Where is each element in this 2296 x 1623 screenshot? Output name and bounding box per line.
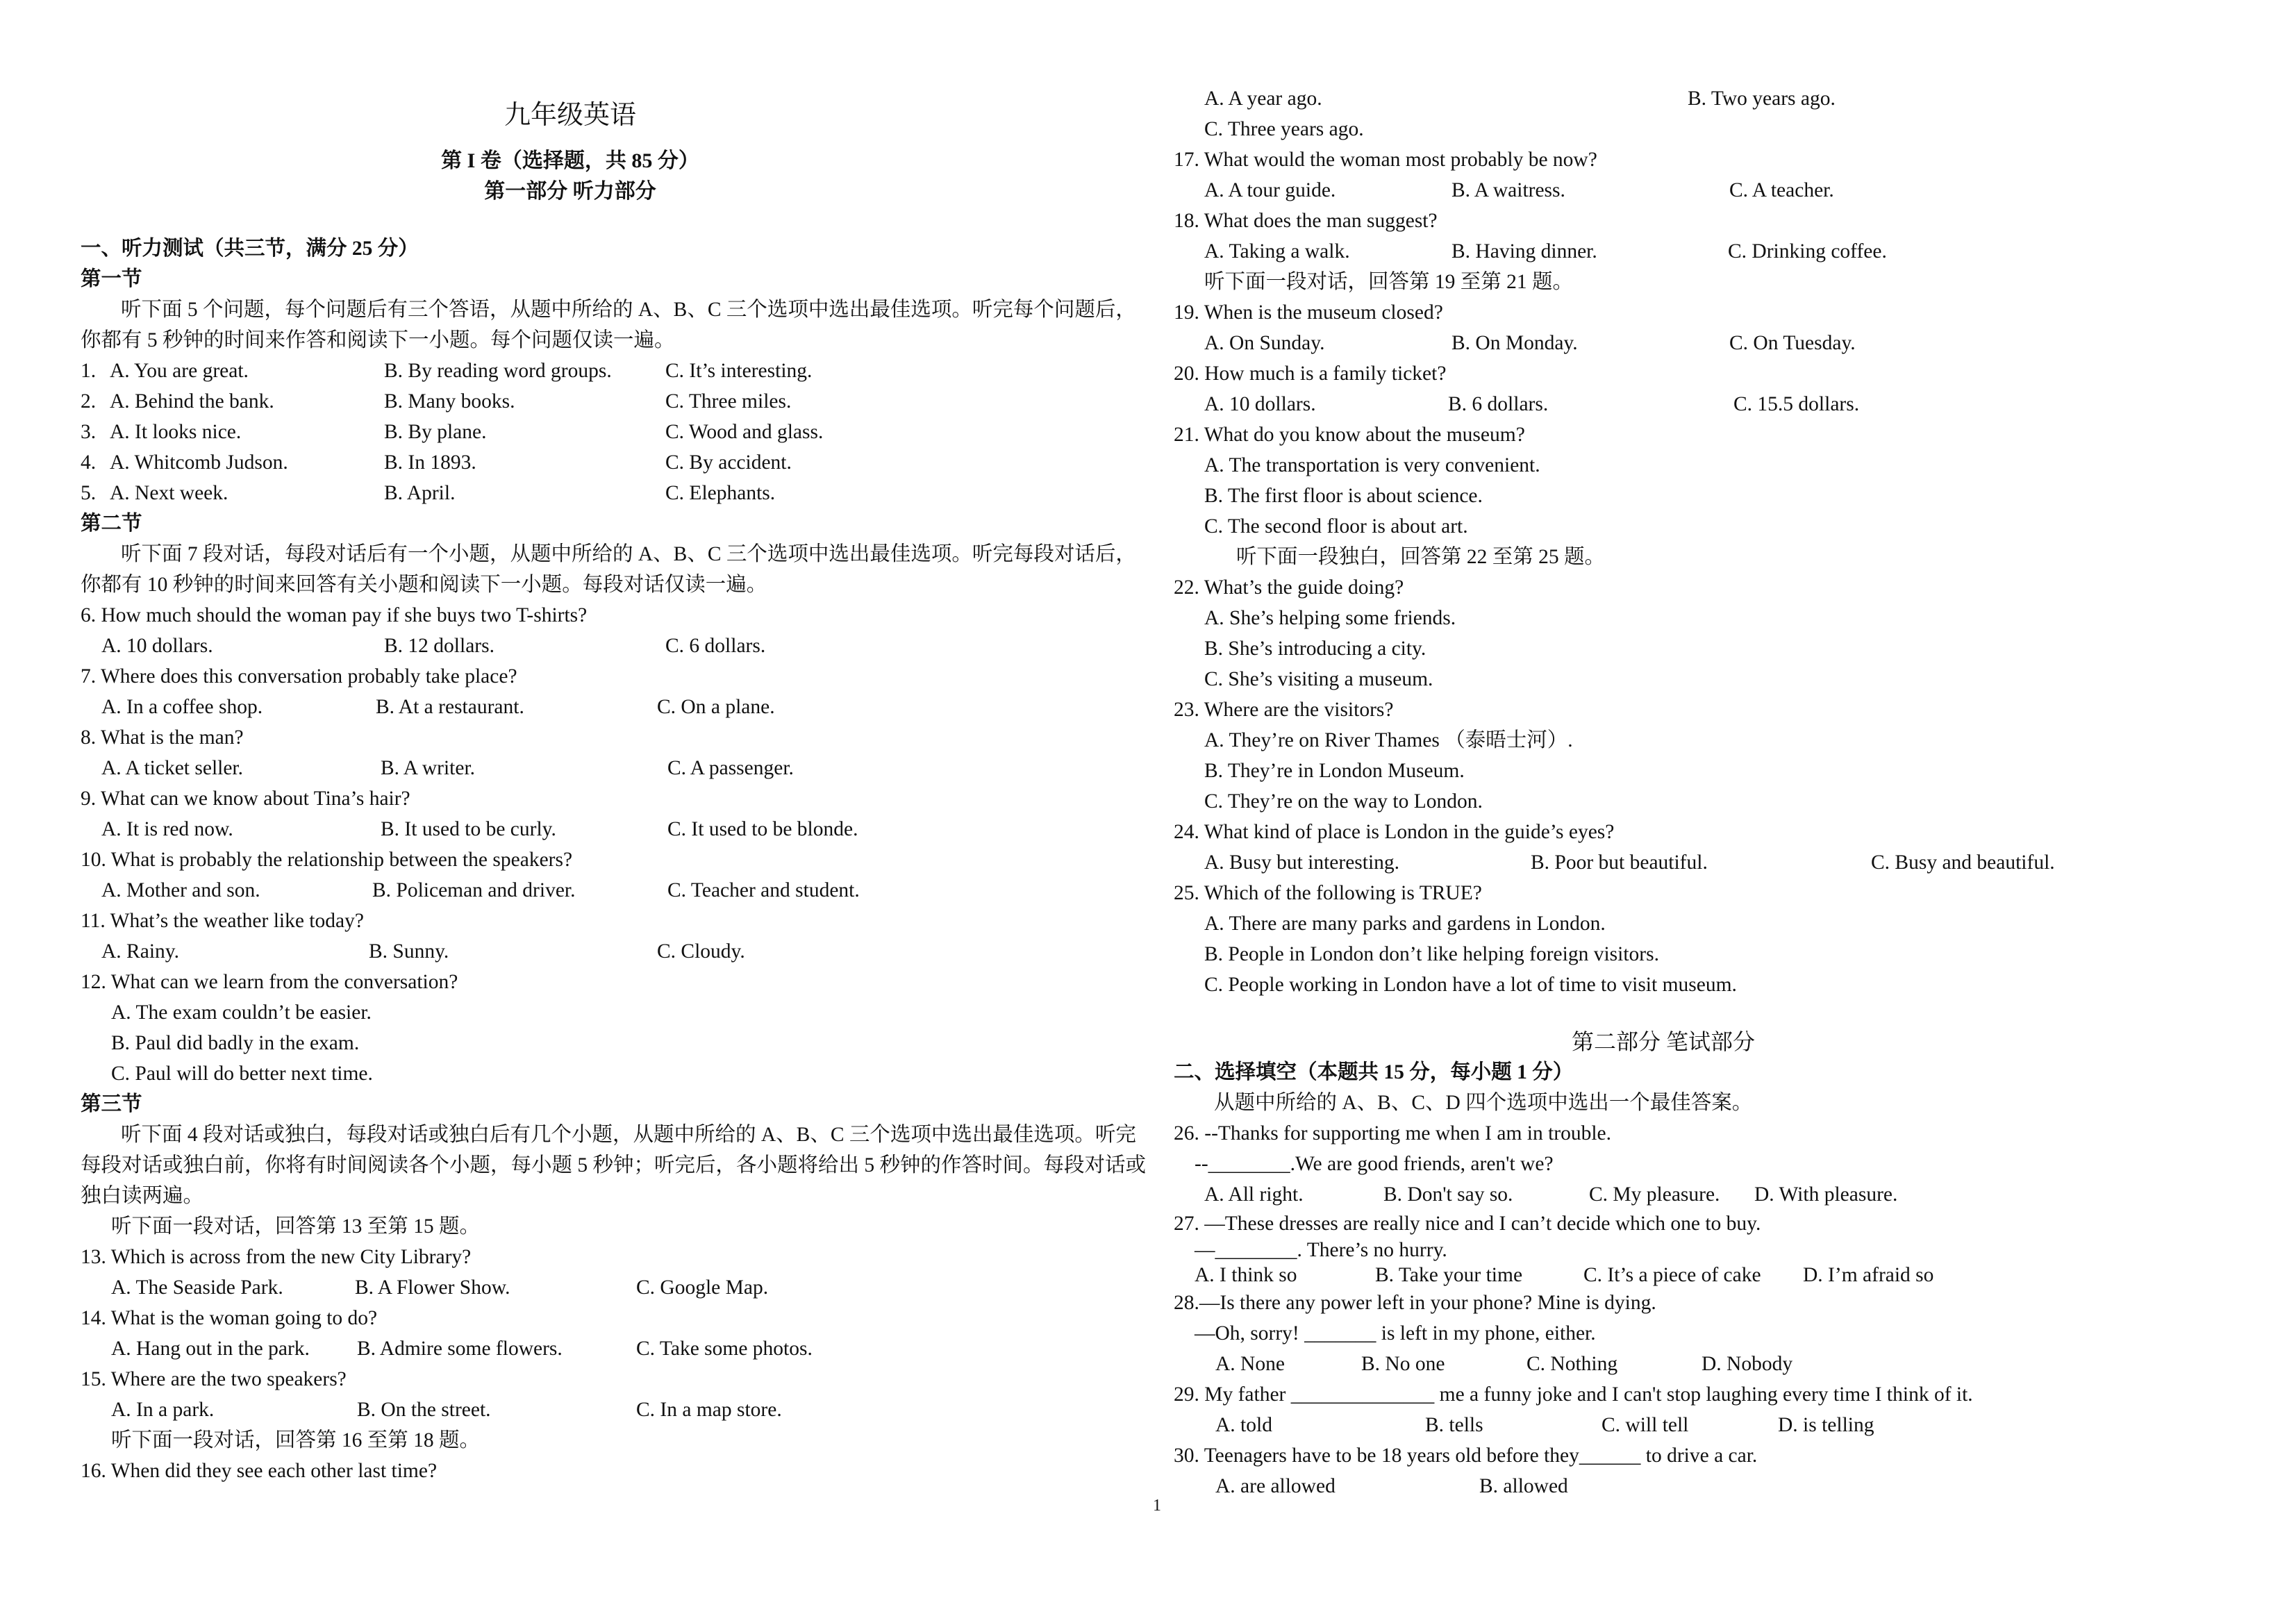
option-c: C. It used to be blonde. <box>667 818 858 840</box>
option-b: B. April. <box>384 482 456 504</box>
option-b: B. Paul did badly in the exam. <box>111 1032 360 1054</box>
option-a: A. You are great. <box>110 360 249 382</box>
option-c: C. Busy and beautiful. <box>1871 851 2055 874</box>
option-c: C. Three miles. <box>665 390 792 413</box>
option-a: A. There are many parks and gardens in London. <box>1204 913 1606 935</box>
question-number: 3. <box>81 421 97 443</box>
option-c: C. People working in London have a lot of time to visit museum. <box>1204 974 1737 996</box>
question-stem: 18. What does the man suggest? <box>1174 210 1438 232</box>
question-number: 2. <box>81 390 97 413</box>
question-stem: 14. What is the woman going to do? <box>81 1307 378 1329</box>
option-b: B. Take your time <box>1375 1264 1523 1286</box>
option-c: C. Three years ago. <box>1204 118 1364 140</box>
option-c: C. Teacher and student. <box>667 879 860 901</box>
option-b: B. The first floor is about science. <box>1204 485 1483 507</box>
question-stem: 15. Where are the two speakers? <box>81 1368 347 1390</box>
option-b: B. Poor but beautiful. <box>1531 851 1708 874</box>
section1-intro: 听下面 5 个问题，每个问题后有三个答语，从题中所给的 A、B、C 三个选项中选出最佳选项。听完每个问题后， <box>121 299 1136 321</box>
option-a: A. I think so <box>1195 1264 1297 1286</box>
option-a: A. Whitcomb Judson. <box>110 451 288 474</box>
option-b: B. Admire some flowers. <box>357 1338 563 1360</box>
question-stem: 7. Where does this conversation probably take place? <box>81 665 517 688</box>
option-a: A. The exam couldn’t be easier. <box>111 1001 372 1024</box>
option-c: C. Elephants. <box>665 482 776 504</box>
option-a: A. told <box>1215 1414 1272 1436</box>
option-a: A. Hang out in the park. <box>111 1338 310 1360</box>
option-b: B. In 1893. <box>384 451 476 474</box>
option-a: A. All right. <box>1204 1183 1304 1206</box>
question-stem: 23. Where are the visitors? <box>1174 699 1394 721</box>
option-a: A. They’re on River Thames （泰晤士河）. <box>1204 729 1573 751</box>
option-b: B. Sunny. <box>369 940 449 963</box>
option-c: C. 15.5 dollars. <box>1733 393 1860 415</box>
question-stem: 11. What’s the weather like today? <box>81 910 364 932</box>
option-a: A. It looks nice. <box>110 421 242 443</box>
option-a: A. Next week. <box>110 482 228 504</box>
option-b: B. tells <box>1425 1414 1483 1436</box>
option-c: C. In a map store. <box>636 1399 782 1421</box>
option-b: B. Having dinner. <box>1451 240 1597 263</box>
listening-heading: 一、听力测试（共三节，满分 25 分） <box>81 238 419 260</box>
written-heading: 二、选择填空（本题共 15 分，每小题 1 分） <box>1174 1061 1574 1083</box>
question-stem: 21. What do you know about the museum? <box>1174 424 1525 446</box>
option-a: A. Mother and son. <box>101 879 260 901</box>
option-c: C. By accident. <box>665 451 792 474</box>
option-a: A. Rainy. <box>101 940 179 963</box>
section1-intro: 你都有 5 秒钟的时间来作答和阅读下一小题。每个问题仅读一遍。 <box>81 329 675 351</box>
option-c: C. Cloudy. <box>657 940 745 963</box>
option-c: C. Paul will do better next time. <box>111 1063 373 1085</box>
option-b: B. Policeman and driver. <box>372 879 576 901</box>
option-d: D. Nobody <box>1702 1353 1793 1375</box>
option-a: A. 10 dollars. <box>1204 393 1316 415</box>
option-d: D. I’m afraid so <box>1803 1264 1934 1286</box>
question-stem: 8. What is the man? <box>81 726 244 749</box>
option-b: B. On the street. <box>357 1399 491 1421</box>
option-a: A. None <box>1215 1353 1285 1375</box>
option-a: A. In a coffee shop. <box>101 696 263 718</box>
question-stem: 25. Which of the following is TRUE? <box>1174 882 1482 904</box>
option-a: A. A tour guide. <box>1204 179 1336 201</box>
question-stem: 20. How much is a family ticket? <box>1174 363 1447 385</box>
question-stem: 17. What would the woman most probably be now? <box>1174 149 1597 171</box>
question-stem: 9. What can we know about Tina’s hair? <box>81 788 410 810</box>
question-stem: --________.We are good friends, aren't we? <box>1195 1153 1554 1175</box>
option-c: C. They’re on the way to London. <box>1204 790 1483 813</box>
option-c: C. Google Map. <box>636 1276 769 1299</box>
group-lead: 听下面一段对话，回答第 16 至第 18 题。 <box>111 1429 481 1451</box>
question-number: 1. <box>81 360 97 382</box>
question-stem: —Oh, sorry! _______ is left in my phone, either. <box>1195 1322 1596 1345</box>
section2-title: 第二节 <box>81 513 142 535</box>
option-b: B. allowed <box>1479 1475 1568 1497</box>
option-a: A. Taking a walk. <box>1204 240 1350 263</box>
option-d: D. is telling <box>1778 1414 1874 1436</box>
group-lead: 听下面一段对话，回答第 13 至第 15 题。 <box>111 1215 481 1238</box>
option-b: B. On Monday. <box>1451 332 1578 354</box>
option-c: C. She’s visiting a museum. <box>1204 668 1433 690</box>
option-c: C. Drinking coffee. <box>1728 240 1887 263</box>
option-c: C. On Tuesday. <box>1729 332 1856 354</box>
group-lead: 听下面一段对话，回答第 19 至第 21 题。 <box>1204 271 1574 293</box>
question-stem: 22. What’s the guide doing? <box>1174 576 1404 599</box>
part1-header: 第 I 卷（选择题，共 85 分） <box>441 149 699 172</box>
option-b: B. At a restaurant. <box>376 696 524 718</box>
option-b: B. A waitress. <box>1451 179 1565 201</box>
option-c: C. A teacher. <box>1729 179 1834 201</box>
option-c: C. Take some photos. <box>636 1338 813 1360</box>
question-stem: 13. Which is across from the new City Library? <box>81 1246 472 1268</box>
question-stem: 16. When did they see each other last time? <box>81 1460 438 1482</box>
option-b: B. They’re in London Museum. <box>1204 760 1465 782</box>
option-a: A. It is red now. <box>101 818 233 840</box>
question-number: 5. <box>81 482 97 504</box>
option-a: A. 10 dollars. <box>101 635 213 657</box>
option-d: D. With pleasure. <box>1754 1183 1898 1206</box>
option-b: B. A writer. <box>381 757 476 779</box>
question-stem: —________. There’s no hurry. <box>1195 1239 1447 1261</box>
option-c: C. It’s a piece of cake <box>1583 1264 1761 1286</box>
section1-title: 第一节 <box>81 268 142 290</box>
section2-intro: 你都有 10 秒钟的时间来回答有关小题和阅读下一小题。每段对话仅读一遍。 <box>81 574 767 596</box>
option-c: C. A passenger. <box>667 757 794 779</box>
exam-title: 九年级英语 <box>504 101 636 130</box>
option-c: C. It’s interesting. <box>665 360 813 382</box>
option-b: B. By plane. <box>384 421 487 443</box>
part2-header: 第二部分 笔试部分 <box>1571 1029 1755 1054</box>
option-c: C. On a plane. <box>657 696 775 718</box>
option-b: B. Don't say so. <box>1383 1183 1513 1206</box>
option-b: B. Two years ago. <box>1688 88 1836 110</box>
option-b: B. It used to be curly. <box>381 818 556 840</box>
option-a: A. The transportation is very convenient. <box>1204 454 1540 476</box>
option-a: A. She’s helping some friends. <box>1204 607 1456 629</box>
option-c: C. Wood and glass. <box>665 421 824 443</box>
question-stem: 10. What is probably the relationship between the speakers? <box>81 849 573 871</box>
option-c: C. My pleasure. <box>1589 1183 1720 1206</box>
option-c: C. The second floor is about art. <box>1204 515 1468 538</box>
option-a: A. Busy but interesting. <box>1204 851 1400 874</box>
question-stem: 27. —These dresses are really nice and I can’t decide which one to buy. <box>1174 1213 1761 1235</box>
option-b: B. No one <box>1361 1353 1445 1375</box>
option-c: C. Nothing <box>1526 1353 1618 1375</box>
section2-intro: 听下面 7 段对话，每段对话后有一个小题，从题中所给的 A、B、C 三个选项中选出最佳选项。听完每段对话后， <box>121 543 1136 565</box>
section3-intro: 听下面 4 段对话或独白，每段对话或独白后有几个小题，从题中所给的 A、B、C 三个选项中选出最佳选项。听完 <box>121 1124 1136 1146</box>
question-number: 4. <box>81 451 97 474</box>
option-a: A. In a park. <box>111 1399 215 1421</box>
option-c: C. will tell <box>1602 1414 1689 1436</box>
question-stem: 24. What kind of place is London in the guide’s eyes? <box>1174 821 1615 843</box>
option-c: C. 6 dollars. <box>665 635 766 657</box>
option-a: A. The Seaside Park. <box>111 1276 283 1299</box>
written-intro: 从题中所给的 A、B、C、D 四个选项中选出一个最佳答案。 <box>1214 1092 1753 1114</box>
option-a: A. A ticket seller. <box>101 757 244 779</box>
question-stem: 12. What can we learn from the conversation? <box>81 971 458 993</box>
part1-subheader: 第一部分 听力部分 <box>484 180 656 203</box>
option-a: A. On Sunday. <box>1204 332 1325 354</box>
question-stem: 6. How much should the woman pay if she buys two T-shirts? <box>81 604 588 626</box>
option-b: B. By reading word groups. <box>384 360 612 382</box>
question-stem: 28.—Is there any power left in your phone? Mine is dying. <box>1174 1292 1656 1314</box>
option-a: A. A year ago. <box>1204 88 1322 110</box>
question-stem: 29. My father ______________ me a funny joke and I can't stop laughing every time I think of it. <box>1174 1383 1973 1406</box>
option-b: B. 12 dollars. <box>384 635 494 657</box>
option-b: B. 6 dollars. <box>1448 393 1549 415</box>
option-b: B. Many books. <box>384 390 515 413</box>
question-stem: 30. Teenagers have to be 18 years old before they______ to drive a car. <box>1174 1445 1758 1467</box>
question-stem: 19. When is the museum closed? <box>1174 301 1443 324</box>
group-lead: 听下面一段独白，回答第 22 至第 25 题。 <box>1236 546 1606 568</box>
option-a: A. are allowed <box>1215 1475 1336 1497</box>
option-b: B. She’s introducing a city. <box>1204 638 1426 660</box>
section3-intro: 每段对话或独白前，你将有时间阅读各个小题，每小题 5 秒钟；听完后，各小题将给出 5 秒钟的作答时间。每段对话或 <box>81 1154 1147 1176</box>
option-b: B. A Flower Show. <box>355 1276 510 1299</box>
section3-title: 第三节 <box>81 1093 142 1115</box>
option-b: B. People in London don’t like helping foreign visitors. <box>1204 943 1659 965</box>
option-a: A. Behind the bank. <box>110 390 274 413</box>
question-stem: 26. --Thanks for supporting me when I am in trouble. <box>1174 1122 1612 1145</box>
page-number: 1 <box>1153 1497 1161 1515</box>
section3-intro: 独白读两遍。 <box>81 1185 204 1207</box>
